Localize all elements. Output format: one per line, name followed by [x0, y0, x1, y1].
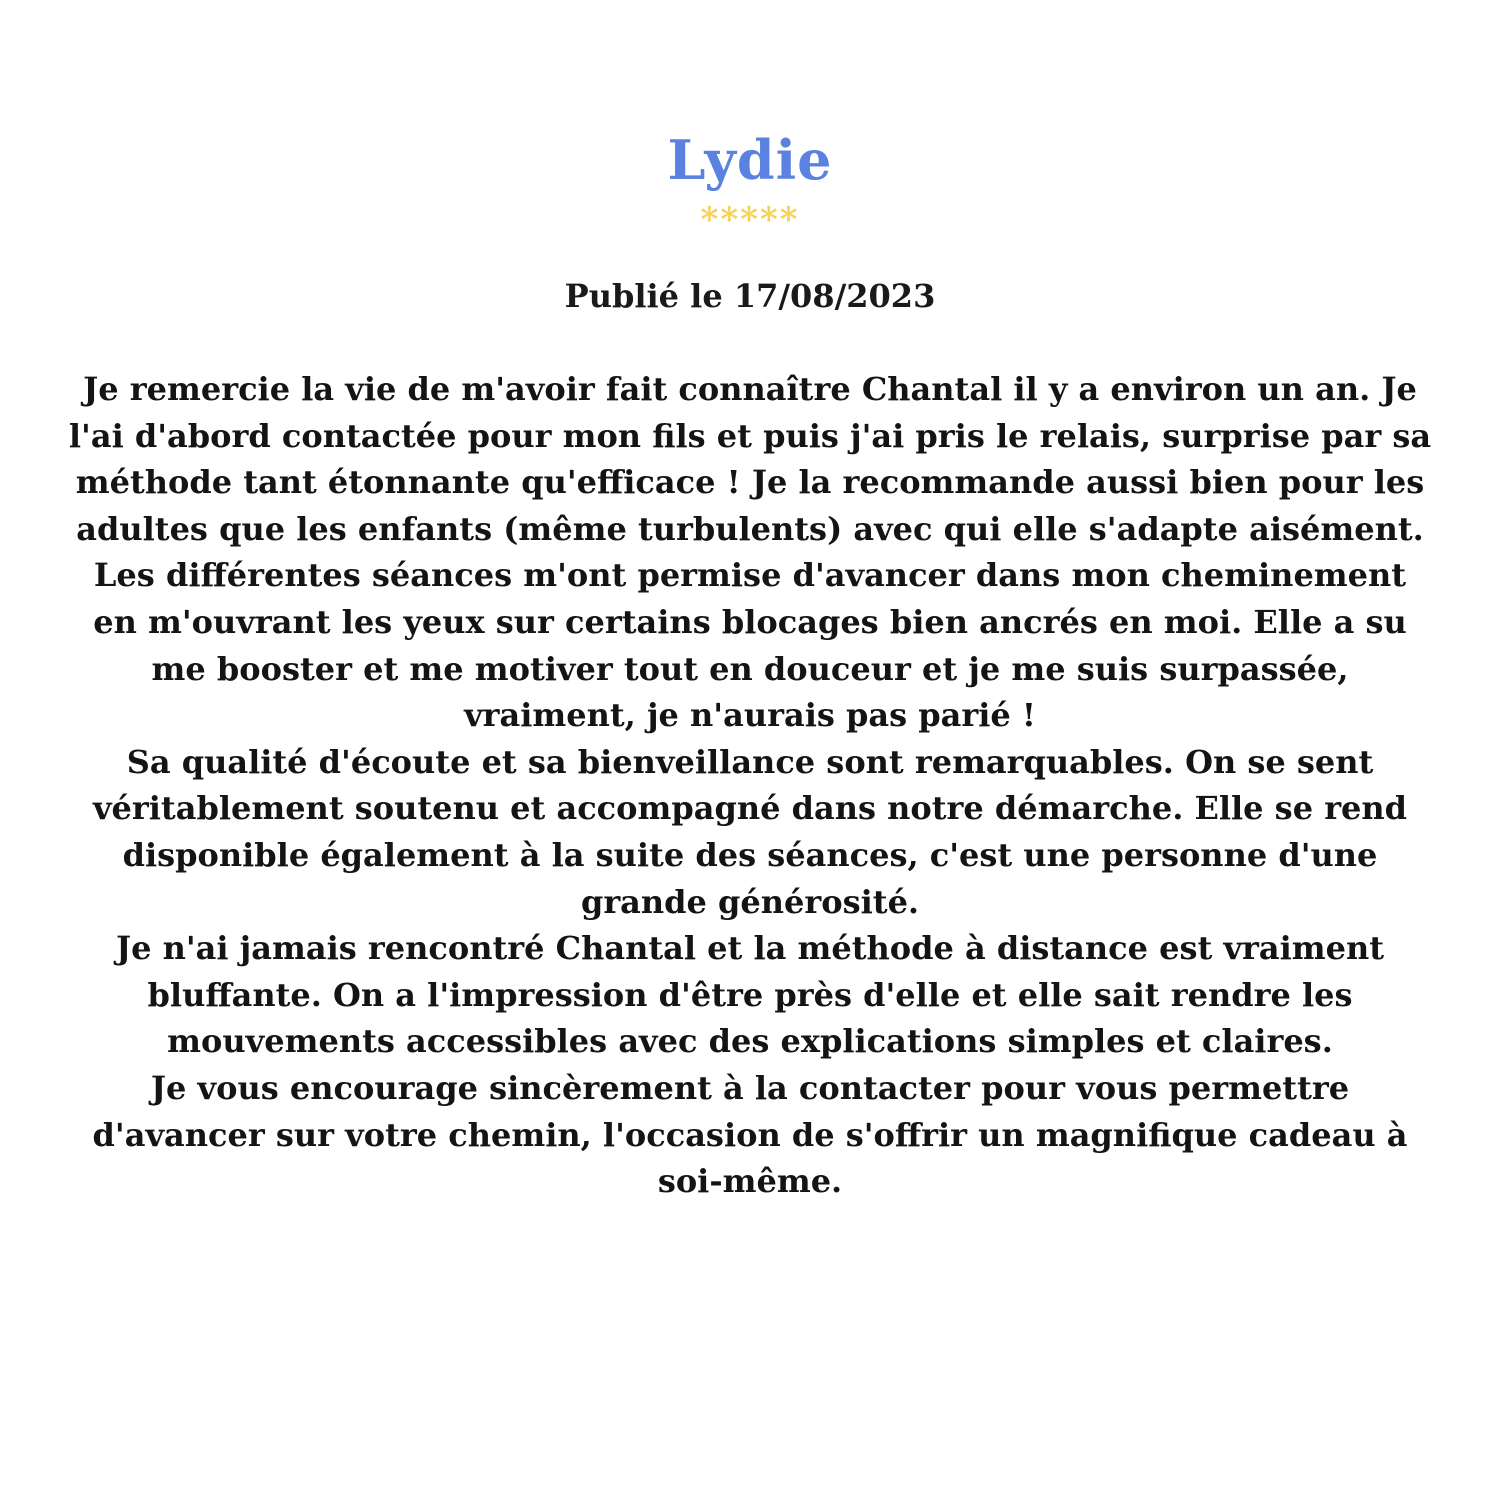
review-line: me booster et me motiver tout en douceur et je me suis surpassée, [151, 649, 1349, 688]
review-line: soi-même. [657, 1162, 843, 1201]
review-line: véritablement soutenu et accompagné dans notre démarche. Elle se rend [92, 789, 1408, 828]
review-line: bluffante. On a l'impression d'être près d'elle et elle sait rendre les [147, 975, 1353, 1014]
publish-date: Publié le 17/08/2023 [564, 277, 936, 315]
review-line: en m'ouvrant les yeux sur certains blocages bien ancrés en moi. Elle a su [93, 602, 1407, 641]
review-line: Je n'ai jamais rencontré Chantal et la méthode à distance est vraiment [115, 929, 1385, 968]
review-line: Je vous encourage sincèrement à la contacter pour vous permettre [150, 1068, 1350, 1107]
review-line: disponible également à la suite des séances, c'est une personne d'une [122, 835, 1378, 874]
review-line: Je remercie la vie de m'avoir fait connaître Chantal il y a environ un an. Je [83, 370, 1417, 408]
review-line: d'avancer sur votre chemin, l'occasion de s'offrir un magnifique cadeau à [92, 1115, 1408, 1154]
rating-stars: ***** [700, 200, 800, 240]
review-line: vraiment, je n'aurais pas parié ! [464, 696, 1036, 735]
review-line: méthode tant étonnante qu'efficace ! Je la recommande aussi bien pour les [75, 463, 1425, 502]
review-line: Les différentes séances m'ont permise d'avancer dans mon cheminement [93, 556, 1407, 595]
review-line: l'ai d'abord contactée pour mon fils et puis j'ai pris le relais, surprise par sa [68, 416, 1432, 455]
reviewer-name: Lydie [667, 128, 833, 192]
review-text [40, 366, 1460, 1205]
review-line: Sa qualité d'écoute et sa bienveillance sont remarquables. On se sent [126, 742, 1374, 781]
review-line: mouvements accessibles avec des explications simples et claires. [167, 1022, 1333, 1061]
review-line: grande générosité. [580, 882, 920, 921]
review-line: adultes que les enfants (même turbulents) avec qui elle s'adapte aisément. [76, 509, 1424, 548]
